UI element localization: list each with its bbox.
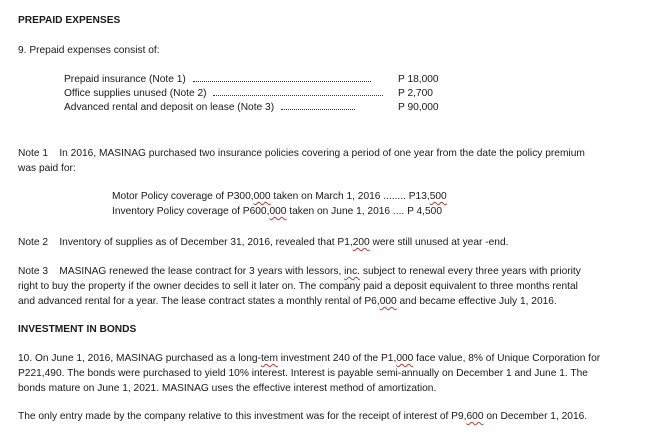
note-3-paragraph — [18, 264, 646, 309]
spell-flag: 500 — [429, 191, 447, 202]
spell-flag: 000 — [269, 206, 287, 217]
spell-flag: 000 — [379, 296, 397, 307]
row-amount: P 90,000 — [398, 102, 439, 113]
note-2-paragraph — [18, 235, 646, 250]
note-3-text-5: and became effective July 1, 2016. — [396, 296, 557, 307]
row-label: Advanced rental and deposit on lease (Note 3) — [64, 102, 275, 113]
note-1-paragraph — [18, 146, 646, 176]
prepaid-row-insurance — [64, 73, 371, 87]
row-label: Office supplies unused (Note 2) — [64, 88, 207, 99]
note-2-text-2: were still unused at year -end. — [369, 237, 509, 248]
motor-policy-text: Motor Policy coverage of P300, — [112, 191, 254, 202]
prepaid-row-rental — [64, 101, 355, 115]
row-amount: P 18,000 — [398, 74, 439, 85]
inventory-policy-text: Inventory Policy coverage of P600, — [112, 206, 270, 217]
row-amount: P 2,700 — [398, 88, 433, 99]
spell-flag: 200 — [352, 237, 370, 248]
item-10-paragraph — [18, 351, 646, 396]
spell-flag: inc. — [344, 266, 361, 277]
leader-dots — [213, 87, 383, 96]
item-10-text-4: P221,490. The bonds were purchased to yield 10% interest. Interest is payable semi-annually on December 1 and June 1. The — [18, 368, 588, 379]
note-3-text-2: subject to renewal every three years with priority — [360, 266, 581, 277]
spell-flag: 600 — [466, 411, 484, 422]
leader-dots — [193, 73, 371, 82]
item-10-text-2: investment 240 of the P1, — [277, 353, 397, 364]
item-9-intro: 9. Prepaid expenses consist of: — [18, 45, 160, 56]
spell-flag: 000 — [253, 191, 271, 202]
note-3-text-3: right to buy the property if the owner decides to sell it later on. The company paid a deposit equivalent to three months rental — [18, 281, 578, 292]
note-1-text: In 2016, MASINAG purchased two insurance policies covering a period of one year from the date the policy premium — [59, 148, 585, 159]
leader-dots — [281, 101, 355, 110]
final-text: The only entry made by the company relative to this investment was for the receipt of interest of P9, — [18, 411, 467, 422]
prepaid-row-supplies — [64, 87, 383, 101]
motor-policy-text-2: taken on March 1, 2016 ........ P13, — [270, 191, 430, 202]
row-label: Prepaid insurance (Note 1) — [64, 74, 186, 85]
note-1-label: Note 1 — [18, 148, 49, 159]
note-1-text-cont: was paid for: — [18, 163, 76, 174]
inventory-policy-text-2: taken on June 1, 2016 .... P 4,500 — [286, 206, 443, 217]
note-3-label: Note 3 — [18, 266, 49, 277]
final-paragraph — [18, 409, 646, 424]
note-3-text: MASINAG renewed the lease contract for 3 years with lessors, — [59, 266, 345, 277]
prepaid-expenses-heading: PREPAID EXPENSES — [18, 15, 121, 26]
item-10-text-3: face value, 8% of Unique Corporation for — [413, 353, 601, 364]
inventory-policy-line — [112, 205, 442, 219]
final-text-2: on December 1, 2016. — [483, 411, 588, 422]
spell-flag: 000 — [396, 353, 414, 364]
note-2-label: Note 2 — [18, 237, 49, 248]
note-2-text: Inventory of supplies as of December 31, 2016, revealed that P1, — [59, 237, 353, 248]
spell-flag: tem — [260, 353, 278, 364]
note-3-text-4: and advanced rental for a year. The lease contract states a monthly rental of P6, — [18, 296, 380, 307]
item-10-text-5: bonds mature on June 1, 2021. MASINAG uses the effective interest method of amortization. — [18, 383, 437, 394]
item-10-text: 10. On June 1, 2016, MASINAG purchased as a long- — [18, 353, 261, 364]
investment-in-bonds-heading: INVESTMENT IN BONDS — [18, 324, 137, 335]
motor-policy-line — [112, 190, 447, 204]
